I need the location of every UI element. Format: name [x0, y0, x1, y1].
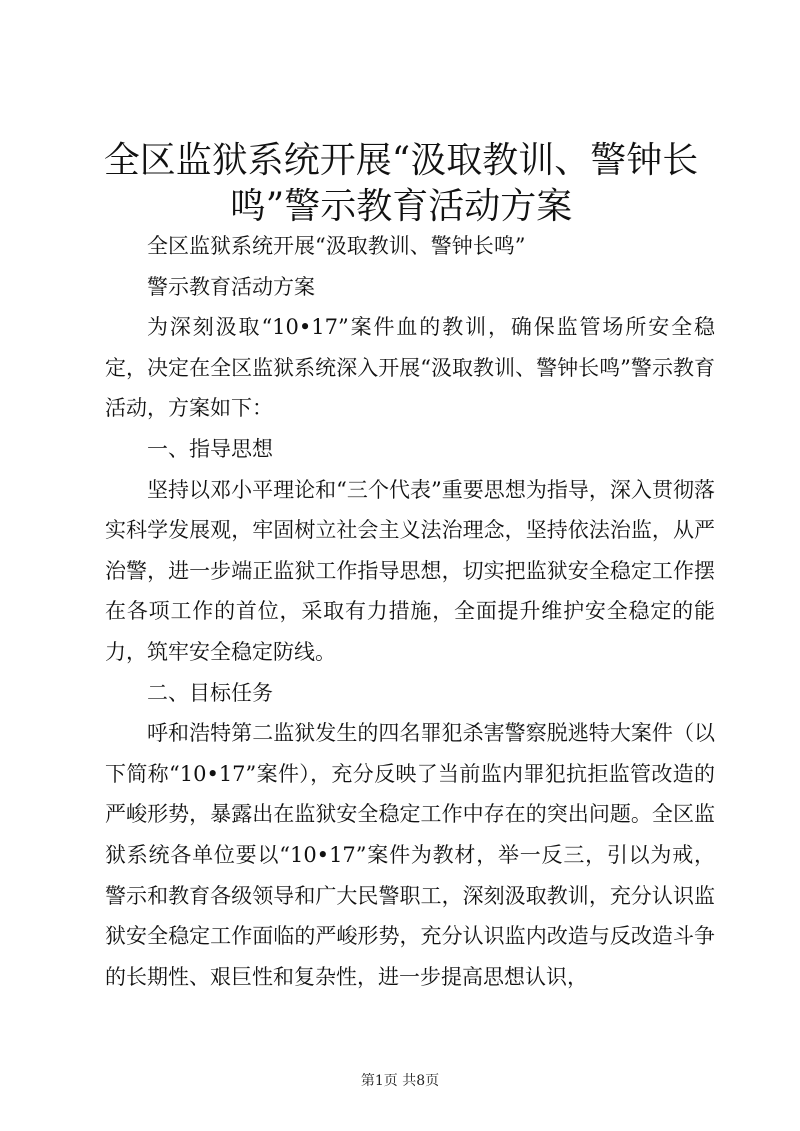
- section-heading-guiding-ideology: 一、指导思想: [147, 436, 273, 461]
- document-title: 全区监狱系统开展“汲取教训、警钟长鸣”警示教育活动方案: [103, 140, 699, 227]
- page-footer: 第1页 共8页: [360, 1073, 440, 1089]
- guiding-ideology-paragraph: 坚持以邓小平理论和“三个代表”重要思想为指导，深入贯彻落实科学发展观，牢固树立社会主义法治理念，坚持依法治监，从严治警，进一步端正监狱工作指导思想，切实把监狱安全稳定工作摆在各项工作的首位，采取有力措施，全面提升维护安全稳定的能力，筑牢安全稳定防线。: [105, 477, 715, 664]
- subtitle-line-1: 全区监狱系统开展“汲取教训、警钟长鸣”: [147, 234, 526, 258]
- document-body: [105, 226, 715, 997]
- subtitle-line-2: 警示教育活动方案: [147, 274, 315, 299]
- section-heading-objectives: 二、目标任务: [147, 680, 273, 705]
- objectives-paragraph: 呼和浩特第二监狱发生的四名罪犯杀害警察脱逃特大案件（以下简称“10•17”案件），充分反映了当前监内罪犯抗拒监管改造的严峻形势，暴露出在监狱安全稳定工作中存在的突出问题。全区监狱系统各单位要以“10•17”案件为教材，举一反三，引以为戒，警示和教育各级领导和广大民警职工，深刻汲取教训，充分认识监狱安全稳定工作面临的严峻形势，充分认识监内改造与反改造斗争的长期性、艰巨性和复杂性，进一步提高思想认识，: [105, 721, 715, 989]
- intro-paragraph: 为深刻汲取“10•17”案件血的教训，确保监管场所安全稳定，决定在全区监狱系统深入开展“汲取教训、警钟长鸣”警示教育活动，方案如下：: [105, 315, 715, 421]
